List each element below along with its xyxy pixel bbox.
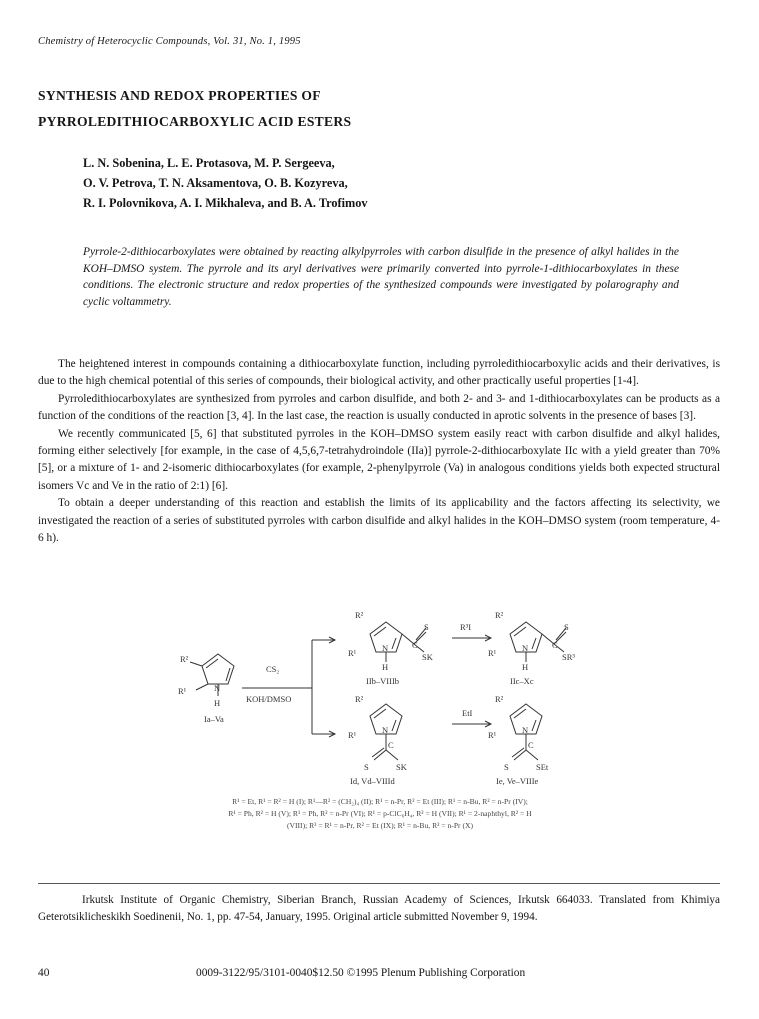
svg-text:N: N: [382, 643, 389, 653]
svg-text:S: S: [504, 762, 509, 772]
svg-text:R¹: R¹: [348, 730, 357, 740]
svg-text:R¹: R¹: [178, 686, 187, 696]
copyright-footer: 0009-3122/95/3101-0040$12.50 ©1995 Plenum Publishing Corporation: [196, 967, 526, 979]
svg-text:H: H: [214, 698, 221, 708]
lower-ester-label: Ie, Ve–VIIIe: [496, 776, 539, 786]
reagent-koh-dmso: KOH/DMSO: [246, 694, 292, 704]
reaction-scheme: [160, 604, 630, 794]
svg-text:SR³: SR³: [562, 652, 575, 662]
svg-text:R²: R²: [180, 654, 189, 664]
svg-text:N: N: [382, 725, 389, 735]
scheme-legend-line-2: R¹ = Ph, R² = H (V); R¹ = Ph, R² = n-Pr (VI); R¹ = p-ClC₆H₄, R² = H (VII); R¹ = 2-naphthyl, R² = H: [228, 809, 532, 818]
svg-text:S: S: [424, 622, 429, 632]
abstract-text: Pyrrole-2-dithiocarboxylates were obtained by reacting alkylpyrroles with carbon disulfide in the presence of alkyl halides in the KOH–DMSO system. The pyrrole and its aryl derivatives were primarily converted into pyrrole-1-dithiocarboxylates in these conditions. The electronic structure and redox properties of the synthesized compounds were investigated by polarography and cyclic voltammetry.: [83, 246, 679, 308]
svg-text:SEt: SEt: [536, 762, 549, 772]
svg-text:R¹: R¹: [348, 648, 357, 658]
svg-text:H: H: [522, 662, 529, 672]
svg-text:SK: SK: [422, 652, 433, 662]
paragraph-1: The heightened interest in compounds containing a dithiocarboxylate function, including pyrroledithiocarboxylic acids and their derivatives, is due to the high chemical potential of this series of compounds, their biological activity, and other practically useful properties [1-4].: [38, 358, 720, 388]
reagent-cs2: CS₂: [266, 664, 280, 674]
svg-text:R²: R²: [495, 610, 504, 620]
svg-text:R²: R²: [355, 694, 364, 704]
lower-salt-label: Id, Vd–VIIId: [350, 776, 395, 786]
affiliation-footnote: [38, 892, 720, 925]
svg-text:N: N: [214, 683, 221, 693]
abstract: [83, 244, 679, 310]
svg-text:S: S: [364, 762, 369, 772]
article-title-line-1: SYNTHESIS AND REDOX PROPERTIES OF: [38, 88, 321, 103]
svg-text:C: C: [388, 740, 394, 750]
scheme-legend-line-3: (VIII); R³ = R¹ = n-Pr, R² = Et (IX); R¹ = n-Bu, R² = n-Pr (X): [286, 821, 474, 830]
author-line-2: O. V. Petrova, T. N. Aksamentova, O. B. Kozyreva,: [83, 176, 348, 190]
svg-text:C: C: [528, 740, 534, 750]
reagent-eti: EtI: [462, 708, 473, 718]
reagent-r3i: R³I: [460, 622, 472, 632]
start-compound-label: Ia–Va: [204, 714, 224, 724]
scheme-legend-line-1: R¹ = Et, R¹ = R² = H (I); R¹—R² = (CH₂)₄ (II); R¹ = n-Pr, R² = Et (III); R¹ = n-Bu, R² = n-Pr (IV);: [232, 797, 528, 806]
footnote-text: Irkutsk Institute of Organic Chemistry, Siberian Branch, Russian Academy of Sciences, Irkutsk 664033. Translated from Khimiya Geterotsiklicheskikh Soedinenii, No. 1, pp. 47-54, January, 1995. Original article submitted November 9, 1994.: [38, 894, 720, 923]
article-title-line-2: PYRROLEDITHIOCARBOXYLIC ACID ESTERS: [38, 114, 352, 129]
svg-text:S: S: [564, 622, 569, 632]
svg-text:N: N: [522, 725, 529, 735]
upper-ester-label: IIc–Xc: [510, 676, 534, 686]
svg-text:H: H: [382, 662, 389, 672]
author-line-3: R. I. Polovnikova, A. I. Mikhaleva, and B. A. Trofimov: [83, 196, 368, 210]
svg-text:N: N: [522, 643, 529, 653]
body-text: [38, 356, 720, 547]
svg-text:C: C: [552, 640, 558, 650]
scheme-legend: [150, 796, 610, 832]
journal-header: Chemistry of Heterocyclic Compounds, Vol. 31, No. 1, 1995: [38, 36, 301, 47]
svg-text:R²: R²: [495, 694, 504, 704]
paragraph-3: We recently communicated [5, 6] that substituted pyrroles in the KOH–DMSO system easily react with carbon disulfide and alkyl halides, forming either selectively [for example, in the case of 4,5,6,7-tetrahydroindole (IIa)] pyrrole-2-dithiocarboxylate IIc with a yield greater than 70% [5], or a mixture of 1- and 2-isomeric dithiocarboxylates (for example, 2-phenylpyrrole (Va) in analogous conditions yields both expected structural isomers Vc and Ve in the ratio of 2:1) [6].: [38, 427, 720, 492]
svg-text:R¹: R¹: [488, 648, 497, 658]
svg-text:C: C: [412, 640, 418, 650]
svg-text:SK: SK: [396, 762, 407, 772]
author-line-1: L. N. Sobenina, L. E. Protasova, M. P. Sergeeva,: [83, 156, 335, 170]
svg-text:R¹: R¹: [488, 730, 497, 740]
page-number: 40: [38, 967, 50, 979]
footnote-divider: [38, 883, 720, 884]
upper-salt-label: IIb–VIIIb: [366, 676, 400, 686]
svg-text:R²: R²: [355, 610, 364, 620]
paragraph-2: Pyrroledithiocarboxylates are synthesized from pyrroles and carbon disulfide, and both 2- and 3- and 1-dithiocarboxylates can be products as a function of the conditions of the reaction [3, 4]. In the last case, the reaction is usually conducted in aprotic solvents in the presence of bases [3].: [38, 392, 720, 423]
paragraph-4: To obtain a deeper understanding of this reaction and establish the limits of its applicability and the factors affecting its selectivity, we investigated the reaction of a series of substituted pyrroles with carbon disulfide and alkyl halides in the KOH–DMSO system (room temperature, 4-6 h).: [38, 497, 720, 545]
